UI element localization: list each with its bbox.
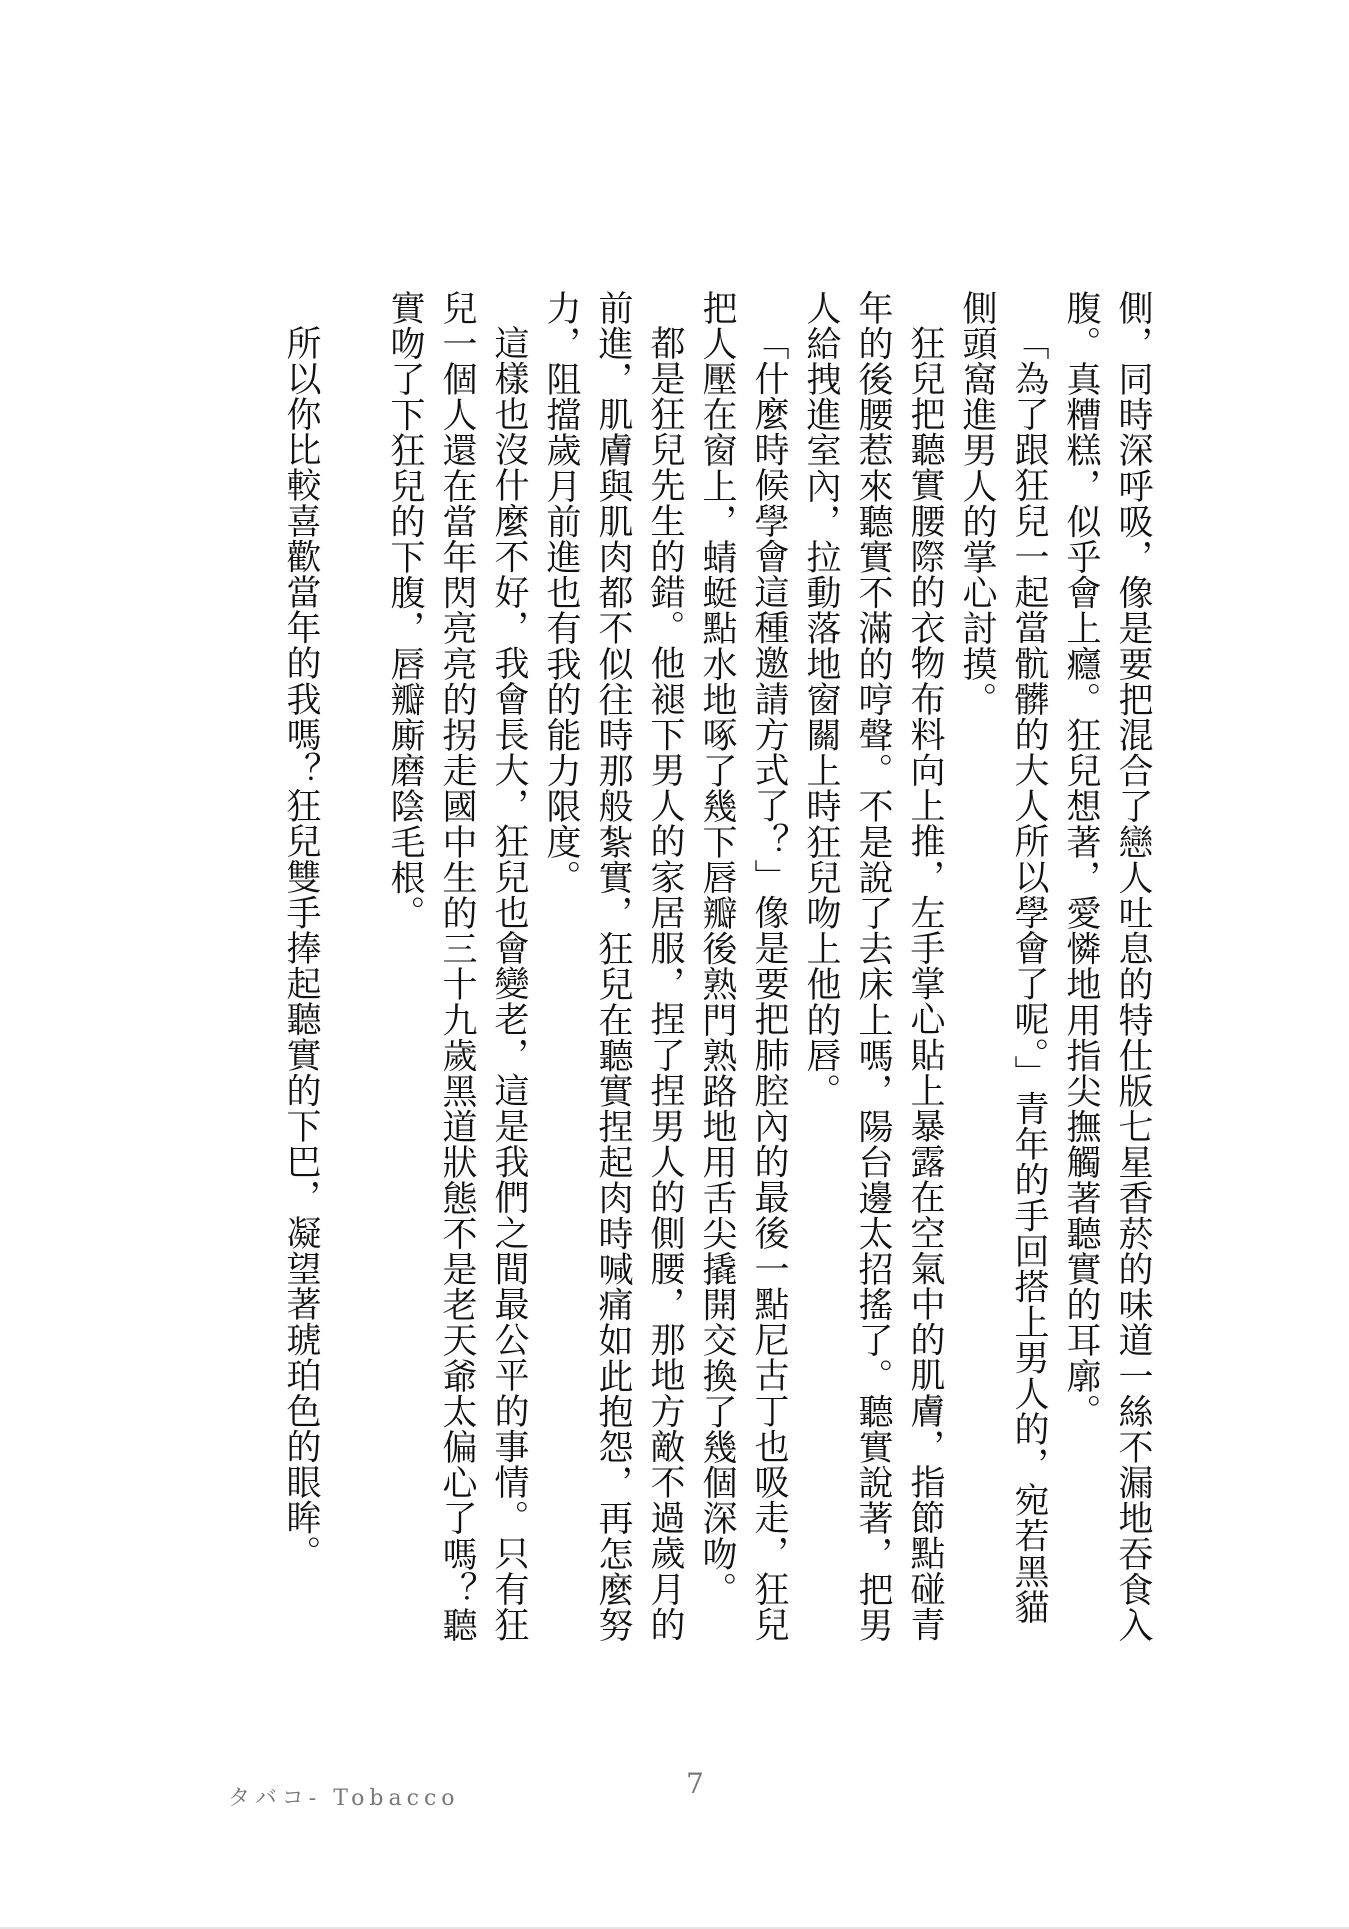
- paragraph-7: 所以你比較喜歡當年的我嗎？狂兒雙手捧起聽實的下巴，凝望著琥珀色的眼眸。: [281, 325, 321, 1571]
- paragraph-4: 「什麼時候學會這種邀請方式了？」像是要把肺腔內的最後一點尼古丁也吸走，狂兒把人壓在窗上，蜻蜓點水地啄了幾下唇瓣後熟門熟路地用舌尖撬開交換了幾個深吻。: [697, 290, 789, 1643]
- paragraph-5: 都是狂兒先生的錯。他褪下男人的家居服，捏了捏男人的側腰，那地方敵不過歲月的前進，肌膚與肌肉都不似往時那般紮實，狂兒在聽實捏起肉時喊痛如此抱怨，再怎麼努力，阻擋歲月前進也有我的能力限度。: [541, 290, 685, 1643]
- paragraph-6: 這樣也沒什麼不好，我會長大，狂兒也會變老，這是我們之間最公平的事情。只有狂兒一個人還在當年閃亮亮的拐走國中生的三十九歲黑道狀態不是老天爺太偏心了嗎？聽實吻了下狂兒的下腹，唇瓣廝磨陰毛根。: [385, 290, 529, 1643]
- paragraph-1: 側，同時深呼吸，像是要把混合了戀人吐息的特仕版七星香菸的味道一絲不漏地吞食入腹。真糟糕，似乎會上癮。狂兒想著，愛憐地用指尖撫觸著聽實的耳廓。: [1061, 290, 1153, 1643]
- vertical-body-text: [199, 290, 1159, 1660]
- page-number: 7: [686, 1767, 704, 1800]
- footer-book-title: タバコ- Tobacco: [228, 1786, 460, 1811]
- paragraph-3: 狂兒把聽實腰際的衣物布料向上推，左手掌心貼上暴露在空氣中的肌膚，指節點碰青年的後腰惹來聽實不滿的哼聲。不是說了去床上嗎，陽台邊太招搖了。聽實說著，把男人給拽進室內，拉動落地窗關上時狂兒吻上他的唇。: [801, 290, 945, 1643]
- paragraph-2: 「為了跟狂兒一起當骯髒的大人所以學會了呢。」青年的手回搭上男人的，宛若黑貓側頭窩進男人的掌心討摸。: [957, 290, 1049, 1625]
